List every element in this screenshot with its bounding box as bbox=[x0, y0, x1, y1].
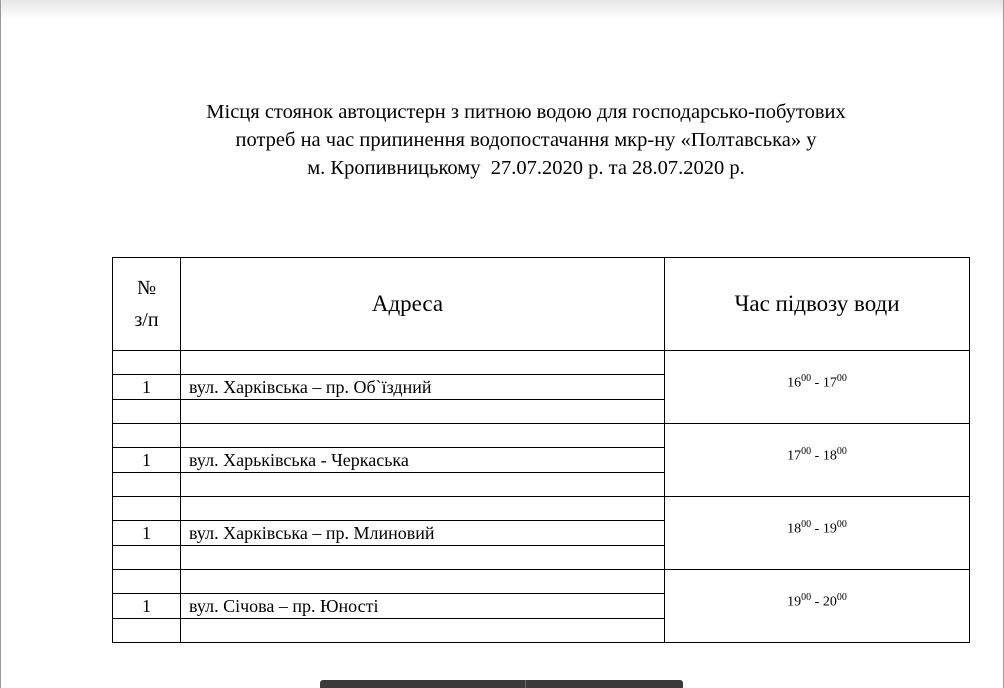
header-time: Час підвозу води bbox=[665, 258, 970, 351]
table-row-spacer bbox=[113, 424, 970, 448]
table-row-spacer bbox=[113, 351, 970, 375]
header-number: № з/п bbox=[113, 258, 181, 351]
title-line-1: Місця стоянок автоцистерн з питною водою для господарсько-побутових bbox=[206, 101, 846, 123]
row-number: 1 bbox=[113, 448, 181, 473]
water-points-table bbox=[112, 257, 970, 643]
document-title bbox=[101, 98, 951, 182]
row-address: вул. Харьківська - Черкаська bbox=[181, 448, 665, 473]
table-header-row bbox=[113, 258, 970, 351]
viewer-toolbar[interactable] bbox=[320, 680, 683, 688]
title-line-3: м. Кропивницькому 27.07.2020 р. та 28.07.2020 р. bbox=[307, 157, 745, 179]
delivery-time: $17^{00} - 18^{00}$ bbox=[665, 424, 970, 497]
delivery-time: $18^{00} - 19^{00}$ bbox=[665, 497, 970, 570]
row-address: вул. Січова – пр. Юності bbox=[181, 594, 665, 619]
delivery-time: $19^{00} - 20^{00}$ bbox=[665, 570, 970, 643]
table-row-spacer bbox=[113, 497, 970, 521]
title-line-2: потреб на час припинення водопостачання мкр-ну «Полтавська» у bbox=[235, 129, 817, 151]
table-row-spacer bbox=[113, 570, 970, 594]
row-address: вул. Харківська – пр. Об`їздний bbox=[181, 375, 665, 400]
row-number: 1 bbox=[113, 594, 181, 619]
row-address: вул. Харківська – пр. Млиновий bbox=[181, 521, 665, 546]
delivery-time: $16^{00} - 17^{00}$ bbox=[665, 351, 970, 424]
header-address: Адреса bbox=[181, 258, 665, 351]
row-number: 1 bbox=[113, 375, 181, 400]
toolbar-divider bbox=[525, 680, 526, 688]
row-number: 1 bbox=[113, 521, 181, 546]
